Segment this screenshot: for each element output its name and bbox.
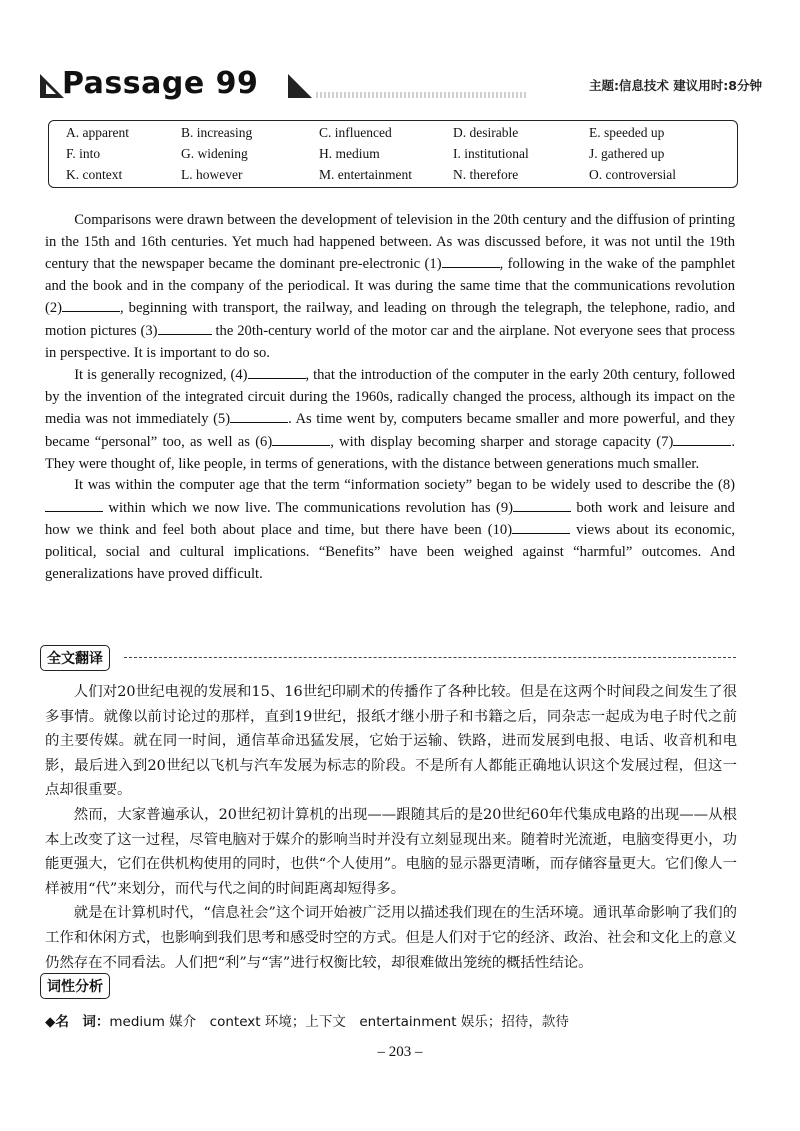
blank-1[interactable] (442, 253, 500, 268)
option-i: I. institutional (453, 146, 529, 161)
passage-paragraph-3: It was within the computer age that the term “information society” began to be widely used to describe the (8) within which we now live. The communications revolution has (9) both work and leisure and how we think and feel both about place and time, but there have been (10) views about its economic, political, social and cultural implications. “Benefits” have been weighed against “harmful” outcomes. And generalizations have proved difficult. (45, 477, 736, 582)
word-bank-row-3 (49, 167, 737, 187)
translation-paragraph-3: 就是在计算机时代，“信息社会”这个词开始被广泛用以描述我们现在的生活环境。通讯革命影响了我们的工作和休闲方式，也影响到我们思考和感受时空的方式。但是人们对于它的经济、政治、社会和文化上的意义仍然存在不同看法。人们把“利”与“害”进行权衡比较，却很难做出笼统的概括性结论。 (45, 905, 737, 971)
blank-7[interactable] (673, 431, 731, 446)
blank-6[interactable] (272, 431, 330, 446)
option-n: N. therefore (453, 167, 519, 182)
option-a: A. apparent (66, 125, 129, 140)
translation-paragraph-2: 然而，大家普遍承认，20世纪初计算机的出现——跟随其后的是20世纪60年代集成电路的出现——从根本上改变了这一过程，尽管电脑对于媒介的影响当时并没有立刻显现出来。随着时光流逝，电脑变得更小，功能更强大，它们在供机构使用的同时，也供“个人使用”。电脑的显示器更清晰，而存储容量更大。它们像人一样被用“代”来划分，而代与代之间的时间距离却短得多。 (45, 806, 737, 897)
blank-5[interactable] (230, 408, 288, 423)
blank-8[interactable] (45, 497, 103, 512)
option-d: D. desirable (453, 125, 519, 140)
noun-entries: medium 媒介 context 环境；上下文 entertainment 娱乐；招待，款待 (109, 1014, 569, 1030)
word-bank (48, 120, 738, 188)
option-k: K. context (66, 167, 123, 182)
passage-paragraph-2: It is generally recognized, (4) , that the introduction of the computer in the early 20th century, followed by the invention of the integrated circuit during the 1960s, radically changed the process, although its impact on the media was not immediately (5) . As time went by, computers became smaller and more powerful, and they became “personal” too, as well as (6) , with display becoming sharper and storage capacity (7) . They were thought of, like people, in terms of generations, with the distance between generations much smaller. (45, 364, 735, 475)
blank-3[interactable] (158, 320, 212, 335)
topic-and-time: 主题:信息技术 建议用时:8分钟 (588, 78, 762, 93)
translation-text (45, 680, 737, 975)
passage-paragraph-1: Comparisons were drawn between the development of television in the 20th century and the diffusion of printing in the 15th and 16th centuries. Yet much had happened between. As was discussed before, it was not until the 19th century that the newspaper became the dominant pre-electronic (1) , following in the wake of the pamphlet and the book and in the company of the periodical. It was during the same time that the communications revolution (2) , beginning with transport, the railway, and leading on through the telegraph, the telephone, radio, and motion pictures (3) the 20th-century world of the motor car and the airplane. Not everyone sees that process in perspective. It is important to do so. (45, 212, 735, 361)
right-triangle-icon (288, 74, 312, 98)
option-c: C. influenced (319, 125, 392, 140)
blank-9[interactable] (513, 497, 571, 512)
option-j: J. gathered up (589, 146, 665, 161)
option-e: E. speeded up (589, 125, 665, 140)
blank-2[interactable] (62, 297, 120, 312)
passage-text (45, 210, 735, 585)
noun-heading: ◆名 词： (45, 1014, 110, 1030)
analysis-label: 词性分析 (40, 973, 110, 999)
blank-4[interactable] (248, 364, 306, 379)
option-l: L. however (181, 167, 243, 182)
translation-paragraph-1: 人们对20世纪电视的发展和15、16世纪印刷术的传播作了各种比较。但是在这两个时间段之间发生了很多事情。就像以前讨论过的那样，直到19世纪，报纸才继小册子和书籍之后，同杂志一起成为电子时代之前的主要传媒。就在同一时间，通信革命迅猛发展，它始于运输、铁路，进而发展到电报、电话、收音机和电影，最后进入到20世纪以飞机与汽车发展为标志的阶段。不是所有人都能正确地认识这个发展过程，但这一点却很重要。 (45, 684, 737, 799)
word-bank-row-1 (49, 125, 737, 145)
passage-title: Passage 99 (62, 66, 259, 101)
passage-header (40, 66, 764, 102)
option-g: G. widening (181, 146, 248, 161)
translation-label: 全文翻译 (40, 645, 110, 671)
blank-10[interactable] (512, 519, 570, 534)
option-h: H. medium (319, 146, 380, 161)
left-triangle-icon (40, 74, 64, 98)
vocabulary-analysis (45, 1010, 569, 1030)
header-decorative-rule (316, 92, 526, 98)
option-f: F. into (66, 146, 101, 161)
option-o: O. controversial (589, 167, 676, 182)
word-bank-row-2 (49, 146, 737, 166)
translation-divider (124, 657, 736, 658)
option-m: M. entertainment (319, 167, 412, 182)
page-number: – 203 – (377, 1044, 423, 1060)
option-b: B. increasing (181, 125, 253, 140)
